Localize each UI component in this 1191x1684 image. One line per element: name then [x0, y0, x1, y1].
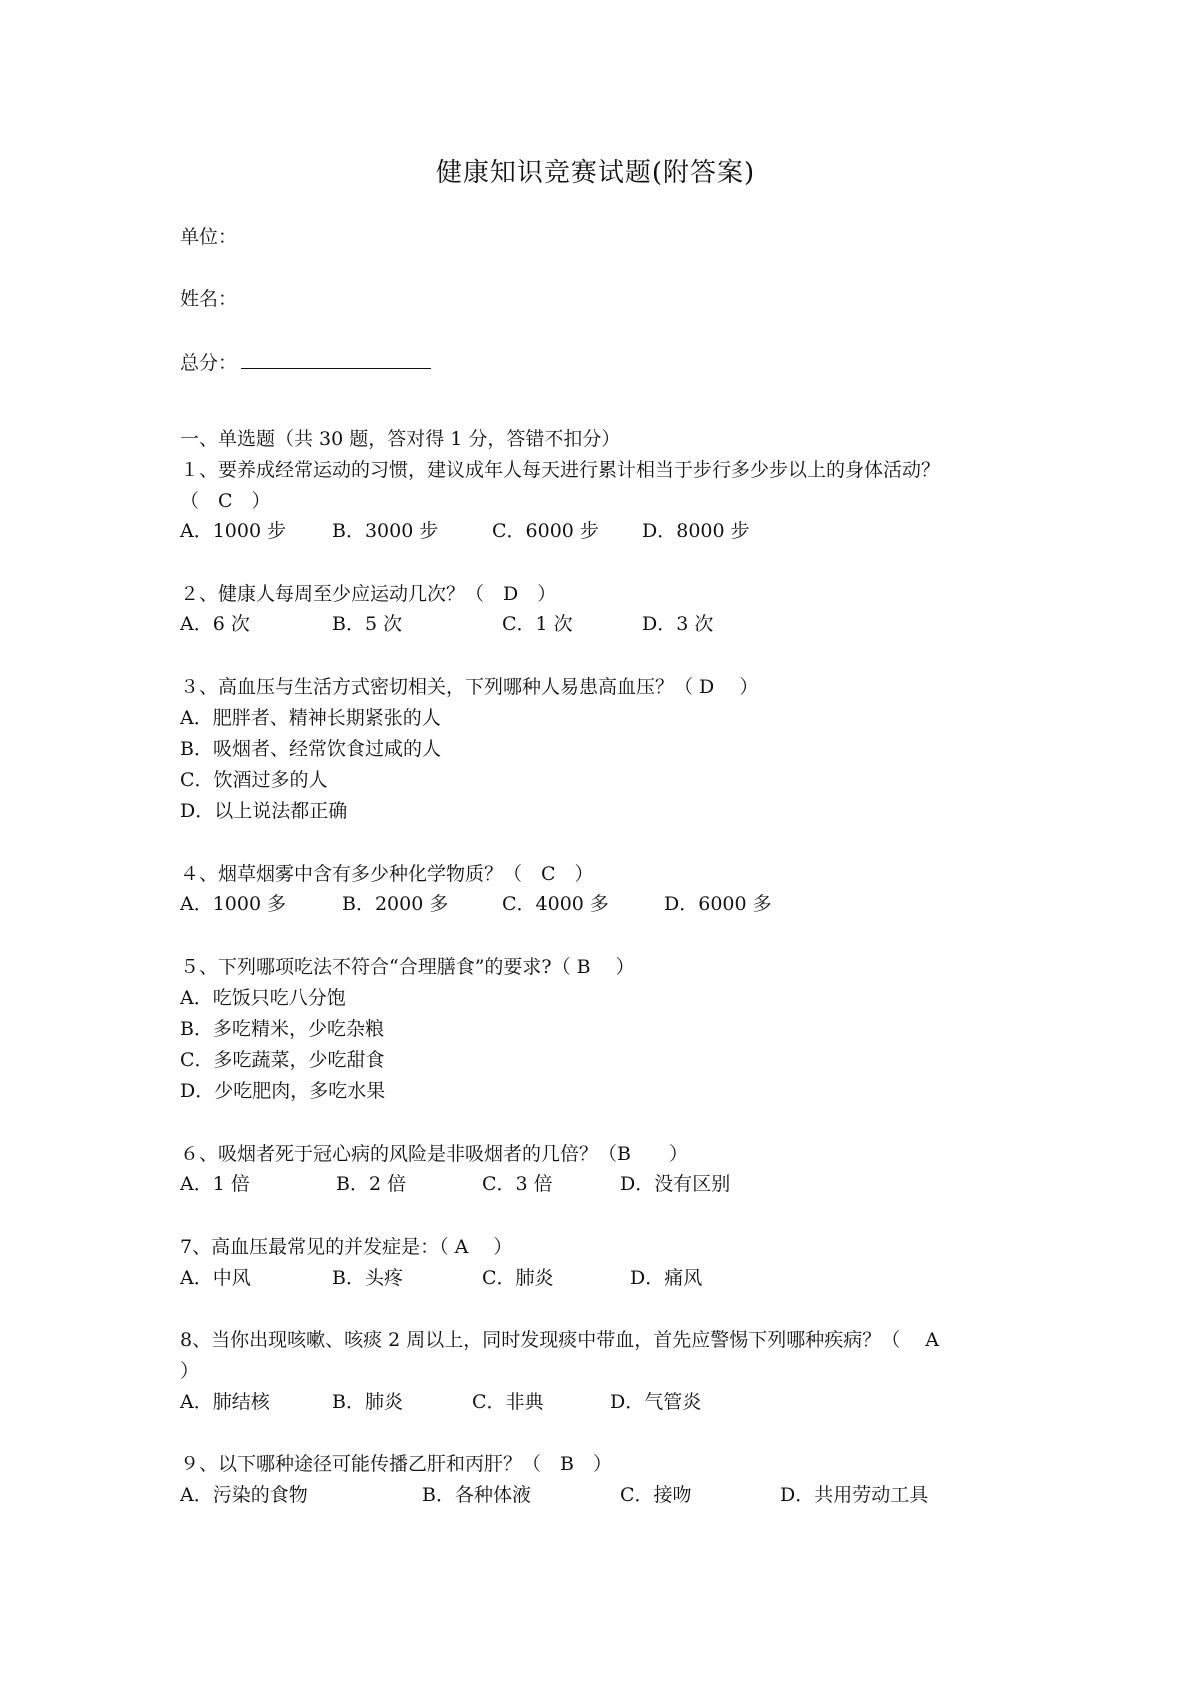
question-stem: 8、当你出现咳嗽、咳痰 2 周以上，同时发现痰中带血，首先应警惕下列哪种疾病？（ A [180, 1329, 940, 1351]
question-stem-continuation: ） [180, 1360, 200, 1382]
option-a[interactable]: A．1000 多 [180, 893, 287, 915]
section-heading: 一、单选题（共 30 题，答对得 1 分，答错不扣分） [180, 428, 621, 450]
total-score-label: 总分： [180, 352, 238, 374]
option-b[interactable]: B．多吃精米，少吃杂粮 [180, 1018, 384, 1040]
option-a[interactable]: A．吃饭只吃八分饱 [180, 987, 346, 1009]
question-stem: ４、烟草烟雾中含有多少种化学物质？（ C ） [180, 863, 594, 885]
question-stem: ９、以下哪种途径可能传播乙肝和丙肝？（ B ） [180, 1453, 612, 1475]
unit-field-label: 单位： [180, 226, 238, 248]
option-b[interactable]: B．2000 多 [342, 893, 449, 915]
option-d[interactable]: D．6000 多 [664, 893, 772, 915]
question-stem: １、要养成经常运动的习惯，建议成年人每天进行累计相当于步行多少步以上的身体活动？ [180, 459, 941, 481]
option-d[interactable]: D．痛风 [630, 1267, 703, 1289]
option-c[interactable]: C．1 次 [502, 613, 573, 635]
question-stem: 7、高血压最常见的并发症是：（ A ） [180, 1236, 513, 1258]
option-a[interactable]: A．污染的食物 [180, 1484, 308, 1506]
option-c[interactable]: C．6000 步 [492, 520, 599, 542]
total-score-blank[interactable] [241, 352, 431, 369]
option-c[interactable]: C．接吻 [620, 1484, 692, 1506]
option-c[interactable]: C．肺炎 [482, 1267, 554, 1289]
option-c[interactable]: C．多吃蔬菜，少吃甜食 [180, 1049, 385, 1071]
option-c[interactable]: C．3 倍 [482, 1173, 553, 1195]
option-a[interactable]: A．肥胖者、精神长期紧张的人 [180, 707, 441, 729]
question-stem: ２、健康人每周至少应运动几次？（ D ） [180, 583, 557, 605]
option-b[interactable]: B．吸烟者、经常饮食过咸的人 [180, 738, 441, 760]
document-title: 健康知识竞赛试题(附答案) [435, 158, 756, 188]
name-field-label: 姓名： [180, 288, 238, 310]
question-stem: ３、高血压与生活方式密切相关，下列哪种人易患高血压？（ D ） [180, 676, 759, 698]
option-d[interactable]: D．8000 步 [642, 520, 750, 542]
option-b[interactable]: B．头疼 [332, 1267, 403, 1289]
option-c[interactable]: C．饮酒过多的人 [180, 769, 328, 791]
option-b[interactable]: B．5 次 [332, 613, 403, 635]
option-b[interactable]: B．2 倍 [336, 1173, 407, 1195]
question-stem: ５、下列哪项吃法不符合“合理膳食”的要求?（ B ） [180, 956, 635, 978]
option-d[interactable]: D．少吃肥肉，多吃水果 [180, 1080, 386, 1102]
question-stem-continuation: （ C ） [180, 490, 271, 512]
option-a[interactable]: A．1 倍 [180, 1173, 250, 1195]
option-b[interactable]: B．3000 步 [332, 520, 439, 542]
question-stem: ６、吸烟者死于冠心病的风险是非吸烟者的几倍？（B ） [180, 1143, 688, 1165]
option-a[interactable]: A．6 次 [180, 613, 250, 635]
option-c[interactable]: C．4000 多 [502, 893, 609, 915]
option-b[interactable]: B．肺炎 [332, 1391, 403, 1413]
option-b[interactable]: B．各种体液 [422, 1484, 531, 1506]
option-d[interactable]: D．3 次 [642, 613, 714, 635]
option-d[interactable]: D．以上说法都正确 [180, 800, 348, 822]
option-c[interactable]: C．非典 [472, 1391, 544, 1413]
total-score-row [180, 352, 431, 373]
option-a[interactable]: A．中风 [180, 1267, 251, 1289]
option-d[interactable]: D．没有区别 [620, 1173, 731, 1195]
option-d[interactable]: D．气管炎 [610, 1391, 702, 1413]
option-a[interactable]: A．肺结核 [180, 1391, 270, 1413]
option-d[interactable]: D．共用劳动工具 [780, 1484, 929, 1506]
option-a[interactable]: A．1000 步 [180, 520, 287, 542]
